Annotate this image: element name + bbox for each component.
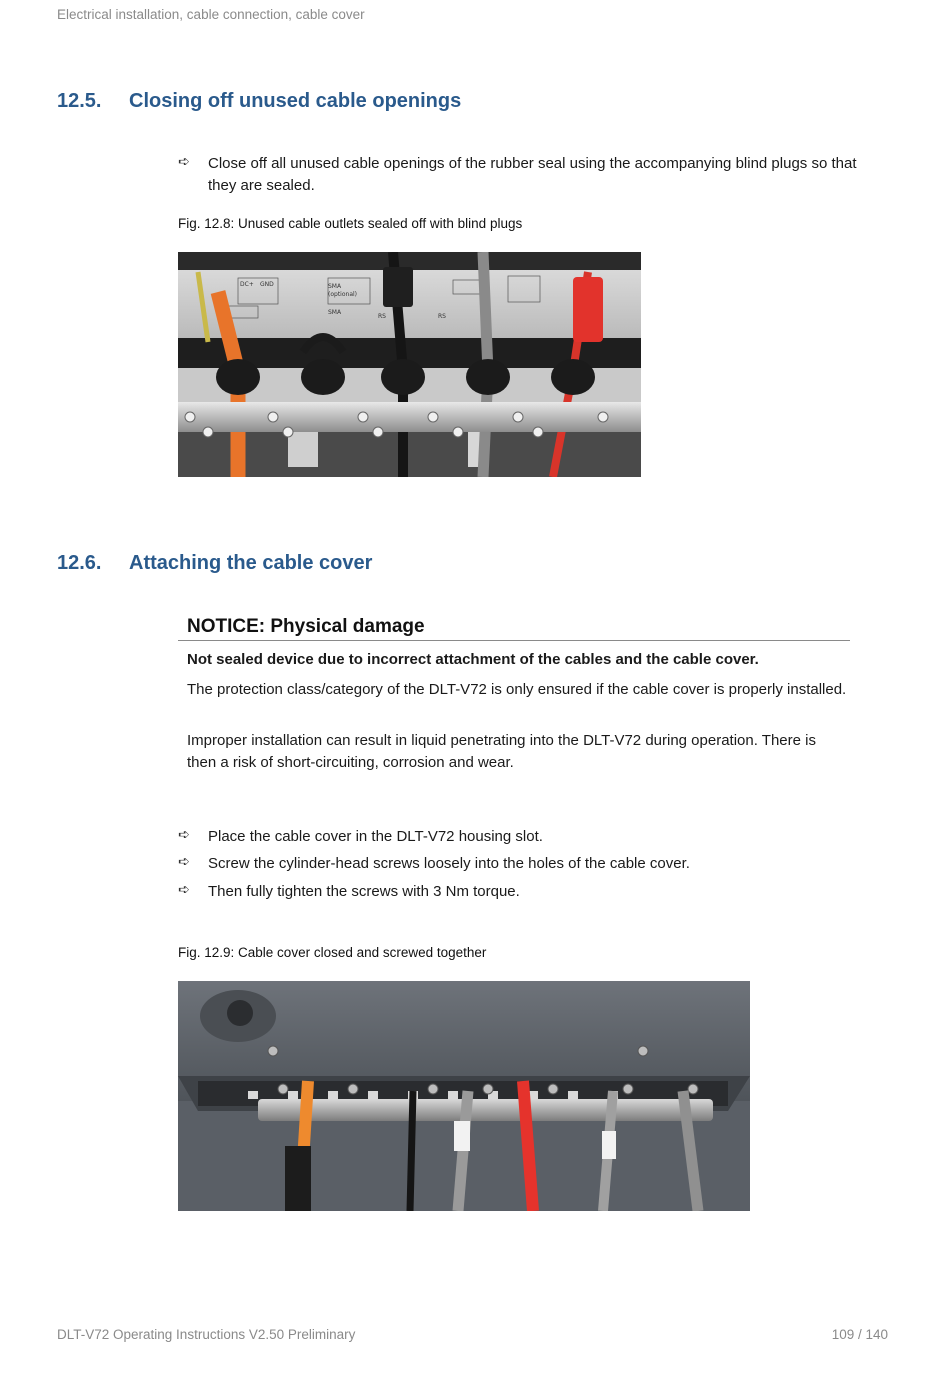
right-arrow-outline-icon: ➪: [178, 881, 190, 897]
notice-paragraph: Improper installation can result in liquid penetrating into the DLT-V72 during operation. There is then a risk of short-circuiting, corrosion and wear.: [187, 732, 816, 771]
instruction-text: Place the cable cover in the DLT-V72 housing slot.: [208, 828, 543, 845]
svg-text:SMA: SMA: [328, 283, 342, 290]
figure-caption-12-9: Fig. 12.9: Cable cover closed and screwed together: [178, 945, 487, 960]
svg-text:RS: RS: [378, 313, 386, 320]
svg-text:DC+: DC+: [240, 281, 254, 288]
notice-title: NOTICE: Physical damage: [187, 616, 425, 637]
footer-document-title: DLT-V72 Operating Instructions V2.50 Preliminary: [57, 1327, 356, 1342]
svg-text:(optional): (optional): [328, 291, 357, 298]
cable-outlets-photo: [178, 252, 641, 477]
instruction-step: [178, 826, 878, 848]
figure-caption-12-8: Fig. 12.8: Unused cable outlets sealed off with blind plugs: [178, 216, 523, 231]
right-arrow-outline-icon: ➪: [178, 853, 190, 869]
section-number: 12.6.: [57, 552, 102, 574]
instruction-step: [178, 153, 878, 197]
figure-photo-12-8: [178, 252, 641, 477]
notice-paragraph: The protection class/category of the DLT-V72 is only ensured if the cable cover is properly installed.: [187, 681, 847, 698]
section-number: 12.5.: [57, 90, 102, 112]
section-title: Closing off unused cable openings: [129, 90, 462, 112]
notice-divider: [178, 640, 850, 641]
svg-text:RS: RS: [438, 313, 446, 320]
figure-photo-12-9: [178, 981, 750, 1211]
instruction-text: Then fully tighten the screws with 3 Nm torque.: [208, 883, 520, 900]
section-heading-12-6: [57, 552, 857, 578]
section-heading-12-5: [57, 90, 857, 116]
svg-text:GND: GND: [260, 281, 274, 288]
section-title: Attaching the cable cover: [129, 552, 373, 574]
instruction-text: Close off all unused cable openings of the rubber seal using the accompanying blind plugs so that they are sealed.: [208, 155, 857, 194]
footer-page-number: 109 / 140: [831, 1327, 888, 1342]
right-arrow-outline-icon: ➪: [178, 153, 190, 169]
notice-subtitle: Not sealed device due to incorrect attachment of the cables and the cable cover.: [187, 651, 759, 668]
svg-text:SMA: SMA: [328, 309, 342, 316]
instruction-step: [178, 881, 878, 903]
running-header: Electrical installation, cable connection, cable cover: [57, 7, 365, 22]
instruction-text: Screw the cylinder-head screws loosely into the holes of the cable cover.: [208, 855, 690, 872]
instruction-step: [178, 853, 878, 875]
cable-cover-photo: [178, 981, 750, 1211]
right-arrow-outline-icon: ➪: [178, 826, 190, 842]
